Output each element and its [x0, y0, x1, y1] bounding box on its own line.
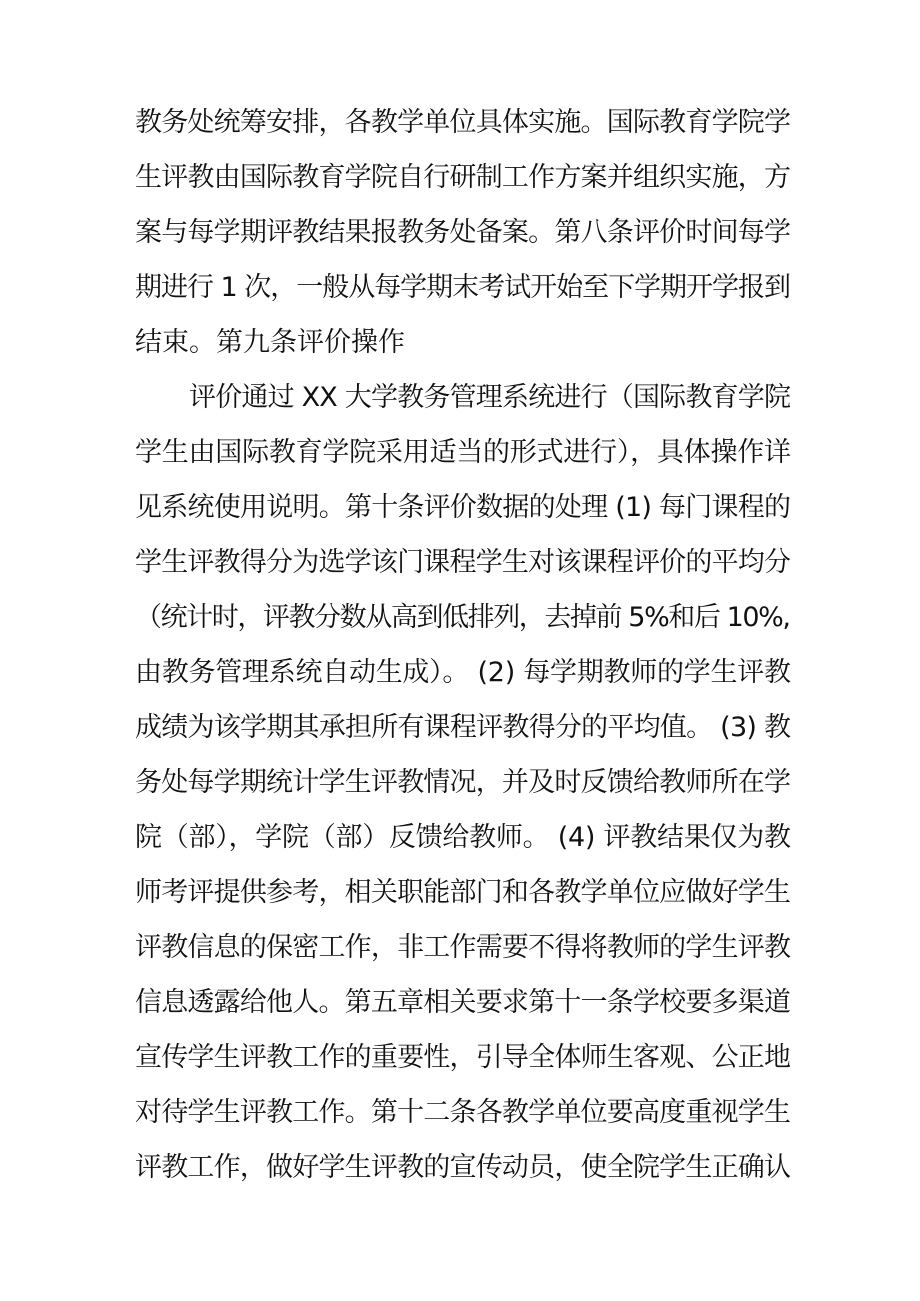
text-line: 案与每学期评教结果报教务处备案。第八条评价时间每学	[135, 217, 791, 248]
text-line: 师考评提供参考，相关职能部门和各教学单位应做好学生	[135, 877, 791, 908]
text-line: 生评教由国际教育学院自行研制工作方案并组织实施，方	[135, 162, 791, 193]
text-line: 对待学生评教工作。第十二条各教学单位要高度重视学生	[135, 1097, 791, 1128]
text-line: 结束。第九条评价操作	[135, 327, 405, 358]
text-line: 学生由国际教育学院采用适当的形式进行），具体操作详	[135, 437, 791, 468]
text-line: 评教工作，做好学生评教的宣传动员，使全院学生正确认	[135, 1152, 791, 1183]
document-body	[135, 95, 791, 1195]
text-line: （统计时，评教分数从高到低排列，去掉前 5%和后 10%,	[135, 602, 790, 633]
text-line: 学生评教得分为选学该门课程学生对该课程评价的平均分	[135, 547, 791, 578]
text-line: 教务处统筹安排，各教学单位具体实施。国际教育学院学	[135, 107, 791, 138]
text-line: 评教信息的保密工作，非工作需要不得将教师的学生评教	[135, 932, 791, 963]
paragraph-first-line: 评价通过 XX 大学教务管理系统进行（国际教育学院	[189, 382, 791, 413]
text-line: 务处每学期统计学生评教情况，并及时反馈给教师所在学	[135, 767, 791, 798]
text-line: 成绩为该学期其承担所有课程评教得分的平均值。 (3) 教	[135, 712, 791, 743]
text-line: 由教务管理系统自动生成）。 (2) 每学期教师的学生评教	[135, 657, 791, 688]
text-line: 见系统使用说明。第十条评价数据的处理 (1) 每门课程的	[135, 492, 791, 523]
text-line: 宣传学生评教工作的重要性，引导全体师生客观、公正地	[135, 1042, 791, 1073]
text-line: 院（部），学院（部）反馈给教师。 (4) 评教结果仅为教	[135, 822, 791, 853]
text-line: 信息透露给他人。第五章相关要求第十一条学校要多渠道	[135, 987, 791, 1018]
text-line: 期进行 1 次，一般从每学期末考试开始至下学期开学报到	[135, 272, 790, 303]
